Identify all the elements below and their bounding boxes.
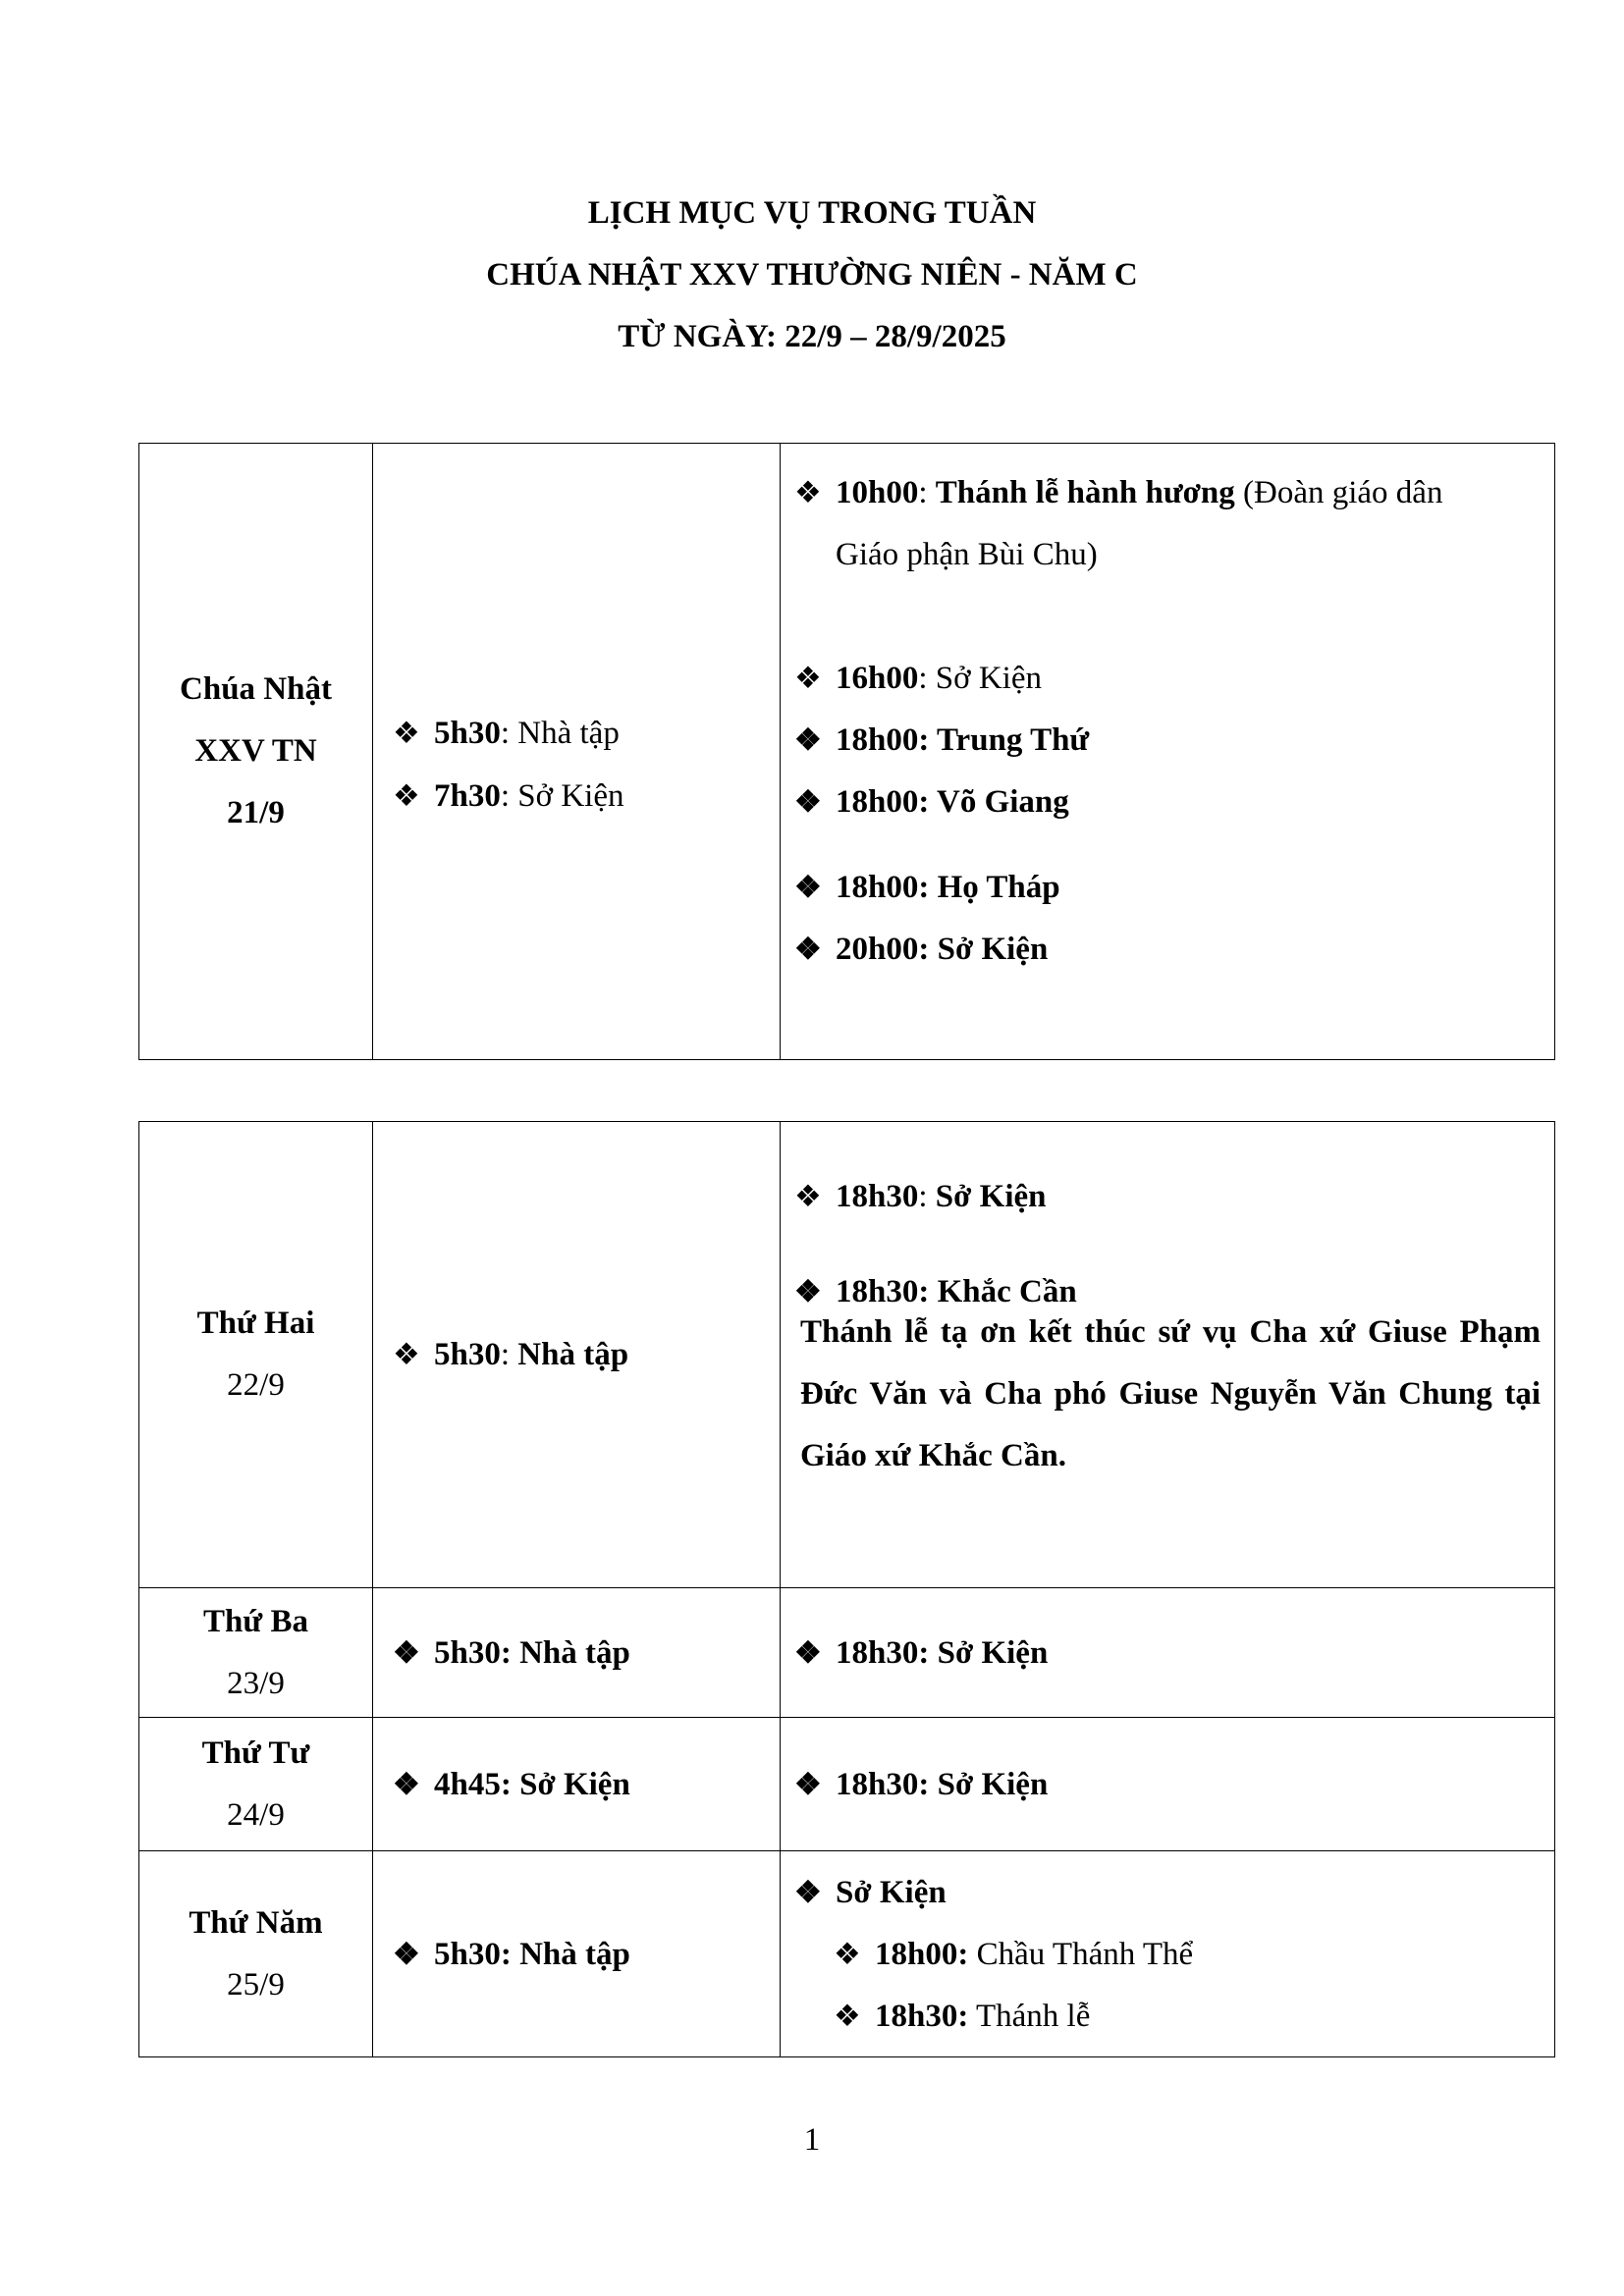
evening-cell (781, 444, 1555, 1060)
bullet-icon: ❖ (794, 783, 822, 819)
event-note: Thánh lễ tạ ơn kết thúc sứ vụ Cha xứ Giuse Phạm Đức Văn và Cha phó Giuse Nguyễn Văn Chung tại Giáo xứ Khắc Cần. (800, 1314, 1541, 1473)
bullet-icon: ❖ (393, 1766, 420, 1801)
day-cell (139, 1122, 373, 1588)
day-cell (139, 444, 373, 1060)
schedule-subtitle: CHÚA NHẬT XXV THƯỜNG NIÊN - NĂM C (486, 257, 1138, 293)
day-name: Thứ Tư (201, 1735, 310, 1771)
evening-cell (781, 1718, 1555, 1851)
page-number: 1 (803, 2122, 821, 2158)
bullet-icon: ❖ (393, 1337, 420, 1371)
morning-cell (373, 444, 781, 1060)
morning-cell (373, 1588, 781, 1718)
bullet-icon: ❖ (794, 721, 822, 757)
day-name: Thứ Năm (189, 1904, 323, 1941)
day-subtitle: XXV TN (194, 733, 317, 769)
bullet-icon: ❖ (794, 931, 822, 966)
evening-cell (781, 1588, 1555, 1718)
bullet-icon: ❖ (393, 1634, 420, 1670)
list-item: ❖ 18h00: Họ Tháp (794, 867, 1060, 908)
day-cell (139, 1718, 373, 1851)
evening-cell (781, 1122, 1555, 1588)
sunday-schedule-table (138, 443, 1555, 1060)
bullet-icon: ❖ (794, 869, 822, 904)
list-item-continuation: Giáo phận Bùi Chu) (836, 536, 1098, 572)
list-item: ❖ 5h30: Nhà tập (393, 1934, 630, 1975)
bullet-icon: ❖ (794, 1179, 822, 1213)
list-item: ❖ Sở Kiện (794, 1872, 947, 1913)
table-row (139, 1122, 1555, 1588)
bullet-icon: ❖ (794, 474, 822, 509)
bullet-icon: ❖ (794, 1766, 822, 1801)
sub-list-item: ❖ 18h30: Thánh lễ (834, 1996, 1090, 2037)
day-cell (139, 1588, 373, 1718)
schedule-date-range: TỪ NGÀY: 22/9 – 28/9/2025 (618, 319, 1006, 354)
day-date: 21/9 (227, 795, 285, 830)
bullet-icon: ❖ (794, 1634, 822, 1670)
bullet-icon: ❖ (393, 715, 420, 750)
evening-cell (781, 1851, 1555, 2057)
day-name: Thứ Ba (203, 1603, 308, 1639)
list-item: ❖ 18h00: Trung Thứ (794, 720, 1089, 761)
list-item: ❖ 16h00: Sở Kiện (794, 658, 1042, 699)
list-item: ❖ 18h30: Sở Kiện (794, 1632, 1048, 1674)
day-name: Thứ Hai (196, 1306, 315, 1341)
table-row (139, 1851, 1555, 2057)
list-item: ❖ 18h30: Sở Kiện (794, 1176, 1047, 1217)
table-row (139, 1588, 1555, 1718)
list-item: ❖ 20h00: Sở Kiện (794, 929, 1048, 970)
bullet-icon: ❖ (393, 777, 420, 813)
day-cell (139, 1851, 373, 2057)
day-date: 24/9 (227, 1796, 285, 1833)
day-date: 23/9 (227, 1665, 285, 1701)
list-item: ❖ 18h00: Võ Giang (794, 781, 1069, 823)
table-row (139, 444, 1555, 1060)
bullet-icon: ❖ (834, 1936, 861, 1971)
list-item: ❖ 4h45: Sở Kiện (393, 1764, 630, 1805)
bullet-icon: ❖ (794, 1274, 822, 1308)
list-item: ❖ 5h30: Nhà tập (393, 713, 620, 754)
morning-cell (373, 1122, 781, 1588)
bullet-icon: ❖ (834, 1998, 861, 2033)
morning-cell (373, 1851, 781, 2057)
day-date: 22/9 (227, 1367, 285, 1403)
list-item: ❖ 18h30: Khắc Cần (794, 1271, 1077, 1312)
sub-list-item: ❖ 18h00: Chầu Thánh Thể (834, 1934, 1193, 1975)
weekday-schedule-table (138, 1121, 1555, 2057)
list-item: ❖ 7h30: Sở Kiện (393, 775, 623, 817)
bullet-icon: ❖ (794, 660, 822, 695)
bullet-icon: ❖ (393, 1936, 420, 1971)
list-item: ❖ 5h30: Nhà tập (393, 1632, 630, 1674)
morning-cell (373, 1718, 781, 1851)
list-item: ❖ 18h30: Sở Kiện (794, 1764, 1048, 1805)
schedule-title: LỊCH MỤC VỤ TRONG TUẦN (587, 195, 1037, 231)
bullet-icon: ❖ (794, 1874, 822, 1909)
list-item: ❖ 5h30: Nhà tập (393, 1334, 628, 1375)
day-date: 25/9 (227, 1966, 285, 2002)
list-item: ❖ 10h00: Thánh lễ hành hương (Đoàn giáo dân (794, 472, 1442, 513)
day-name: Chúa Nhật (180, 671, 332, 707)
table-row (139, 1718, 1555, 1851)
